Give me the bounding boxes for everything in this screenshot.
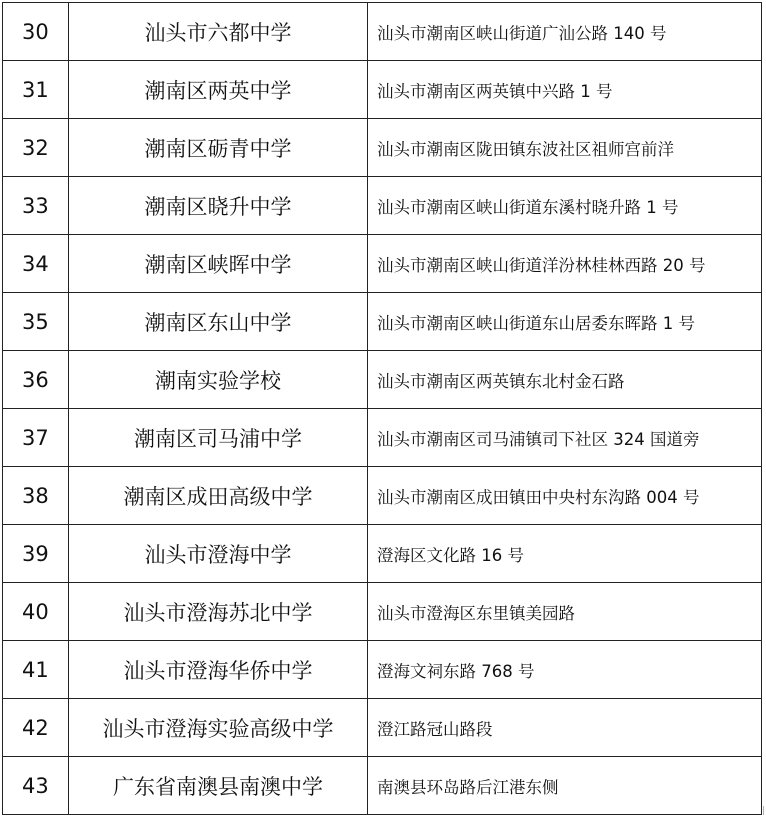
school-name: 潮南区司马浦中学 xyxy=(69,409,368,467)
row-number: 33 xyxy=(3,177,69,235)
school-name: 汕头市澄海实验高级中学 xyxy=(69,699,368,757)
row-number: 37 xyxy=(3,409,69,467)
school-address: 澄江路冠山路段 xyxy=(368,699,762,757)
row-number: 36 xyxy=(3,351,69,409)
table-row xyxy=(3,409,762,467)
school-address: 汕头市潮南区峡山街道广汕公路 140 号 xyxy=(368,3,762,61)
school-address: 澄海区文化路 16 号 xyxy=(368,525,762,583)
table-row xyxy=(3,699,762,757)
school-name: 汕头市澄海华侨中学 xyxy=(69,641,368,699)
school-list-table xyxy=(2,2,762,815)
school-address: 汕头市潮南区峡山街道洋汾林桂林西路 20 号 xyxy=(368,235,762,293)
row-number: 43 xyxy=(3,757,69,815)
school-name: 汕头市六都中学 xyxy=(69,3,368,61)
row-number: 30 xyxy=(3,3,69,61)
school-address: 汕头市潮南区峡山街道东山居委东晖路 1 号 xyxy=(368,293,762,351)
row-number: 31 xyxy=(3,61,69,119)
table-row xyxy=(3,293,762,351)
school-name: 潮南实验学校 xyxy=(69,351,368,409)
row-number: 40 xyxy=(3,583,69,641)
school-address: 汕头市潮南区两英镇中兴路 1 号 xyxy=(368,61,762,119)
table-row xyxy=(3,177,762,235)
school-name: 汕头市澄海苏北中学 xyxy=(69,583,368,641)
school-name: 潮南区两英中学 xyxy=(69,61,368,119)
school-name: 潮南区峡晖中学 xyxy=(69,235,368,293)
table-row xyxy=(3,757,762,815)
school-address: 汕头市澄海区东里镇美园路 xyxy=(368,583,762,641)
table-row xyxy=(3,235,762,293)
school-name: 潮南区晓升中学 xyxy=(69,177,368,235)
school-address: 南澳县环岛路后江港东侧 xyxy=(368,757,762,815)
table-row xyxy=(3,641,762,699)
row-number: 34 xyxy=(3,235,69,293)
table-row xyxy=(3,467,762,525)
school-address: 汕头市潮南区两英镇东北村金石路 xyxy=(368,351,762,409)
school-address: 汕头市潮南区成田镇田中央村东沟路 004 号 xyxy=(368,467,762,525)
row-number: 41 xyxy=(3,641,69,699)
table-row xyxy=(3,525,762,583)
school-list-body xyxy=(3,3,762,815)
school-address: 澄海文祠东路 768 号 xyxy=(368,641,762,699)
row-number: 42 xyxy=(3,699,69,757)
school-name: 汕头市澄海中学 xyxy=(69,525,368,583)
row-number: 39 xyxy=(3,525,69,583)
school-address: 汕头市潮南区峡山街道东溪村晓升路 1 号 xyxy=(368,177,762,235)
table-row xyxy=(3,3,762,61)
table-row xyxy=(3,351,762,409)
page-edge-mark xyxy=(763,806,764,815)
table-row xyxy=(3,119,762,177)
table-row xyxy=(3,61,762,119)
school-name: 潮南区砺青中学 xyxy=(69,119,368,177)
school-address: 汕头市潮南区司马浦镇司下社区 324 国道旁 xyxy=(368,409,762,467)
school-name: 潮南区东山中学 xyxy=(69,293,368,351)
school-name: 潮南区成田高级中学 xyxy=(69,467,368,525)
school-address: 汕头市潮南区陇田镇东波社区祖师宫前洋 xyxy=(368,119,762,177)
school-name: 广东省南澳县南澳中学 xyxy=(69,757,368,815)
row-number: 35 xyxy=(3,293,69,351)
row-number: 32 xyxy=(3,119,69,177)
row-number: 38 xyxy=(3,467,69,525)
table-row xyxy=(3,583,762,641)
